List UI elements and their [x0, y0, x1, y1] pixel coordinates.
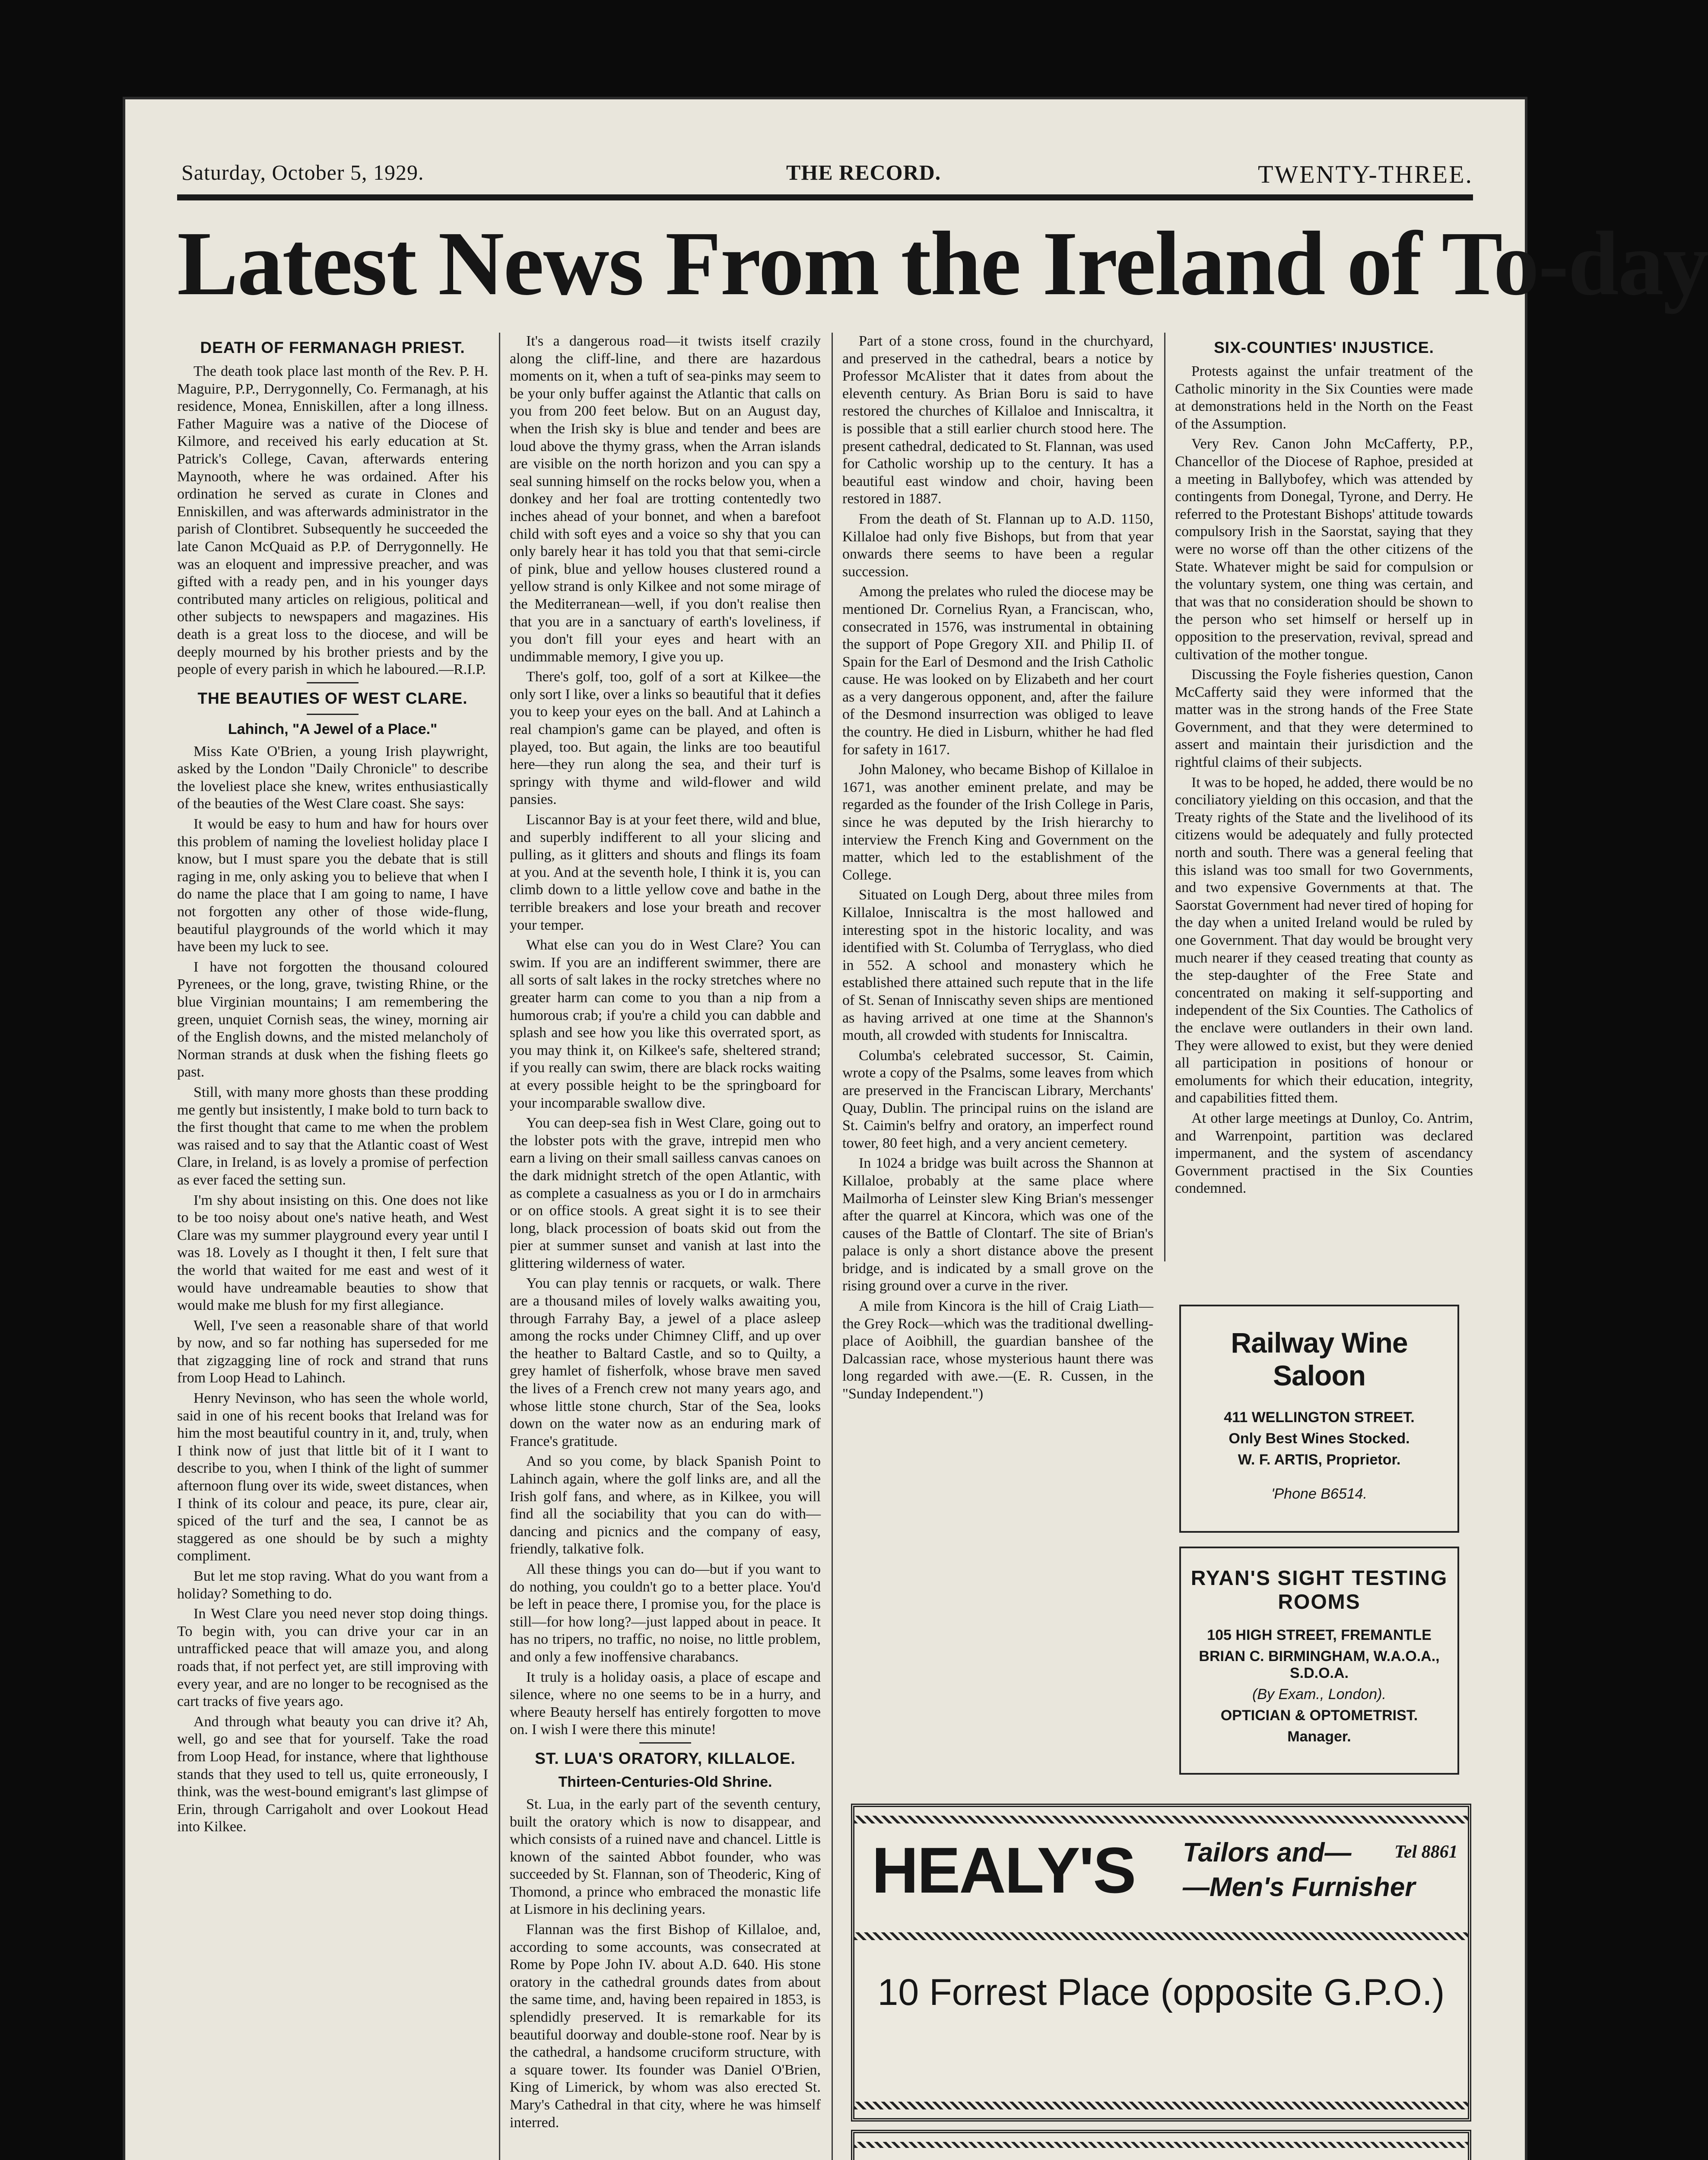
- article-divider: [307, 682, 359, 683]
- ad-border-pattern: [854, 2102, 1468, 2109]
- article-paragraph: Protests against the unfair treatment of the Catholic minority in the Six Counties were made at demonstrations held in the North on the Feast of the Assumption.: [1175, 363, 1473, 432]
- article-paragraph: It was to be hoped, he added, there would be no conciliatory yielding on this occasion, and that the Treaty rights of the State and the livelihood of its citizens would be adequately and fully protected north and south. There was a general feeling that this island was too small for two Governments, and two expensive Governments at that. The Saorstat Government had never tired of hoping for the day when a united Ireland would be ruled by one Government. That day would be brought very much nearer if they ceased treating that county as the step-daughter of the Free State and concentrated on making it self-supporting and independent of the Six Counties. The Catholics of the enclave were outlanders in their own land. They were allowed to exist, but they were denied all participation in positions of honour or emoluments for which their education, integrity, and capabilities fitted them.: [1175, 774, 1473, 1106]
- article-paragraph: Very Rev. Canon John McCafferty, P.P., Chancellor of the Diocese of Raphoe, presided at a meeting in Ballybofey, which was attended by contingents from Donegal, Tyrone, and Derry. He referred to the Protestant Bishops' attitude towards compulsory Irish in the Saorstat, saying that they were no worse off than the other citizens of the State. Whatever might be said for compulsion or the voluntary system, one thing was certain, and that was that no consideration should be shown to the person who set himself or herself up in opposition to the preservation, revival, spread and cultivation of the mother tongue.: [1175, 436, 1473, 663]
- article-paragraph: It's a dangerous road—it twists itself crazily along the cliff-line, and there are hazardous moments on it, when a tuft of sea-pinks may seem to be your only buffer against the Atlantic that calls on you from 200 feet below. But on an August day, when the Irish sky is blue and tender and bees are loud above the thymy grass, when the Arran islands are visible on the north horizon and you can spy a seal sunning himself on the rocks below you, when a donkey and her foal are trotting contentedly two inches ahead of your bonnet, and when a barefoot child with soft eyes and a voice so shy that you can only barely hear it has told you that that semi-circle of pink, blue and yellow houses clustered round a yellow strand is only Kilkee and not some mirage of the Mediterranean—well, if you don't realise then that you are in a sanctuary of earth's loveliness, if you don't fill your eyes and heart with an undimmable memory, I give you up.: [510, 333, 821, 665]
- article-paragraph: St. Lua, in the early part of the seventh century, built the oratory which is now to disappear, and which consists of a ruined nave and chancel. Little is known of the sainted Abbot founder, who was succeeded by St. Flannan, son of Theoderic, King of Thomond, a prince who embraced the monastic life at Lismore in his declining years.: [510, 1796, 821, 1918]
- article-divider: [307, 714, 359, 715]
- article-paragraph: Discussing the Foyle fisheries question, Canon McCafferty said they were informed that the matter was in the strong hands of the Free State Government, and that they were determined to assert and maintain their jurisdiction and the rightful claims of their subjects.: [1175, 667, 1473, 771]
- ad-address: 10 Forrest Place (opposite G.P.O.): [877, 1972, 1445, 2013]
- article-paragraph: I have not forgotten the thousand coloured Pyrenees, or the long, grave, twisting Rhine, or the blue Virginian mountains; I am remembering the green, unquiet Cornish seas, the winey, morning air of the English downs, and the misted melancholy of Norman strands at dusk when the fishing fleets go past.: [177, 959, 488, 1080]
- article-paragraph: Situated on Lough Derg, about three miles from Killaloe, Inniscaltra is the most hallowed and interesting spot in the historic locality, and was identified with St. Columba of Terryglass, who died in 552. A school and monastery which he established there attained such repute that in the life of St. Senan of Inniscathy seven ships are mentioned as having arrived at one time at the Shannon's mouth, all crowded with students for Inniscaltra.: [842, 887, 1153, 1044]
- page-headline: Latest News From the Ireland of To-day: [177, 213, 1708, 314]
- article-paragraph: Flannan was the first Bishop of Killaloe, and, according to some accounts, was consecrated at Rome by Pope John IV. about A.D. 640. His stone oratory in the cathedral grounds dates from about the same time, and, having been repaired in 1853, is splendidly preserved. It is remarkable for its beautiful doorway and double-stone roof. Near by is the cathedral, a handsome cruciform structure, with a square tower. Its founder was Daniel O'Brien, King of Limerick, by whom was also erected St. Mary's Cathedral in that city, where he was himself interred.: [510, 1922, 821, 2131]
- article-paragraph: I'm shy about insisting on this. One does not like to be too noisy about one's native heath, and West Clare was my summer playground every year until I was 18. Lovely as I thought it then, I felt sure that the world that waited for me east and west of it would have undreamable beauties to show that would make me blush for my first allegiance.: [177, 1192, 488, 1314]
- ad-railway-wine-saloon: [1179, 1305, 1459, 1533]
- article-body-killaloe-part1: [510, 1796, 821, 2131]
- article-paragraph: At other large meetings at Dunloy, Co. Antrim, and Warrenpoint, partition was declared impermanent, and the system of ascendancy Government practised in the Six Counties condemned.: [1175, 1110, 1473, 1197]
- ad-address: 105 HIGH STREET, FREMANTLE: [1207, 1627, 1432, 1643]
- article-paragraph: But let me stop raving. What do you want from a holiday? Something to do.: [177, 1568, 488, 1602]
- article-body-westclare-part2: [510, 333, 821, 1739]
- ad-line: OPTICIAN & OPTOMETRIST.: [1220, 1707, 1418, 1724]
- column-rule: [832, 333, 833, 2160]
- newspaper-page: [125, 99, 1708, 2160]
- ad-title: RYAN'S SIGHT TESTING ROOMS: [1191, 1567, 1448, 1614]
- ad-tagline: Tailors and—: [1183, 1838, 1352, 1868]
- article-subtitle-killaloe: Thirteen-Centuries-Old Shrine.: [558, 1773, 772, 1790]
- article-paragraph: There's golf, too, golf of a sort at Kilkee—the only sort I like, over a links so beautiful that it defies you to keep your eyes on the ball. And at Lahinch a real champion's game can be played, and often is played, too. But again, the links are too beautiful here—they run along the sea, and their turf is springy with thyme and wild-flower and wild pansies.: [510, 669, 821, 808]
- article-paragraph: The death took place last month of the Rev. P. H. Maguire, P.P., Derrygonnelly, Co. Fermanagh, at his residence, Monea, Enniskillen, after a long illness. Father Maguire was a native of the Diocese of Kilmore, and received his early education at St. Patrick's College, Cavan, afterwards entering Maynooth, where he was ordained. After his ordination he served as curate in Clones and Enniskillen, and was afterwards administrator in the parish of Clontibret. Subsequently he succeeded the late Canon McQuaid as P.P. of Derrygonnelly. He was an eloquent and impressive preacher, and was gifted with a ready pen, and in his younger days contributed many articles on religious, political and other subjects to newspapers and magazines. His death is a great loss to the diocese, and will be deeply mourned by his brother priests and by the people of every parish in which he laboured.—R.I.P.: [177, 363, 488, 678]
- article-paragraph: In 1024 a bridge was built across the Shannon at Killaloe, probably at the same place where Mailmorha of Leinster slew King Brian's messenger after the quarrel at Kincora, which was one of the causes of the Battle of Clontarf. The site of Brian's palace is only a short distance above the present bridge, and is indicated by a small grove on the rising ground over a curve in the river.: [842, 1155, 1153, 1294]
- article-paragraph: You can play tennis or racquets, or walk. There are a thousand miles of lovely walks awaiting you, through Farrahy Bay, a jewel of a place asleep among the rocks under Chimney Cliff, and up over the heather to Baltard Castle, and so to Quilty, a grey hamlet of fisherfolk, whose brave men saved the lives of a French crew not many years ago, and whose little stone church, Star of the Sea, looks down on the water now as an enduring mark of France's gratitude.: [510, 1275, 821, 1449]
- ad-line: Manager.: [1287, 1728, 1351, 1745]
- article-body-fermanagh: [177, 363, 488, 679]
- article-body-westclare-part1: [177, 743, 488, 1836]
- article-divider: [639, 1742, 691, 1744]
- article-title-killaloe: ST. LUA'S ORATORY, KILLALOE.: [535, 1749, 796, 1767]
- ad-healys: [851, 1804, 1471, 2122]
- ad-phone: 'Phone B6514.: [1271, 1486, 1367, 1502]
- ad-title: Railway Wine Saloon: [1231, 1327, 1408, 1391]
- ad-george-nelson: [851, 2130, 1471, 2160]
- article-paragraph: Still, with many more ghosts than these prodding me gently but insistently, I make bold to turn back to the first thought that came to me when the problem was raised and to say that the Atlantic coast of West Clare, in Ireland, is as lovely a promise of perfection as ever faced the setting sun.: [177, 1084, 488, 1188]
- article-paragraph: In West Clare you need never stop doing things. To begin with, you can drive your car in an untrafficked peace that will amaze you, and along roads that, if not perfect yet, are still improving with every year, and are no longer to be recognised as the cart tracks of five years ago.: [177, 1606, 488, 1710]
- article-title-westclare: THE BEAUTIES OF WEST CLARE.: [197, 689, 468, 707]
- column-rule: [1164, 333, 1165, 1261]
- article-paragraph: Among the prelates who ruled the diocese may be mentioned Dr. Cornelius Ryan, a Franciscan, who, consecrated in 1576, was instrumental in obtaining the support of Pope Gregory XII. and Philip II. of Spain for the Earl of Desmond and the Irish Catholic cause. He was looked on by Elizabeth and her court as a very dangerous opponent, and, after the failure of the Desmond insurrection was obliged to leave the country. He died in Lisburn, whither he had fled for safety in 1617.: [842, 584, 1153, 758]
- article-paragraph: From the death of St. Flannan up to A.D. 1150, Killaloe had only five Bishops, but from that year onwards there seems to have been a regular succession.: [842, 511, 1153, 580]
- article-paragraph: Liscannor Bay is at your feet there, wild and blue, and superbly indifferent to all your slicing and pulling, as it glitters and shouts and flings its foam at you. And at the seventh hole, I think it is, you can climb down to a little yellow cove and bathe in the terrible breakers and lose your breath and recover your temper.: [510, 812, 821, 933]
- article-paragraph: It would be easy to hum and haw for hours over this problem of naming the loveliest holiday place I know, but I must spare you the debate that is still raging in me, only asking you to believe that when I do name the place that I am going to name, I have not forgotten any other of those wide-flung, beautiful playgrounds of the world which it may have been my luck to see.: [177, 816, 488, 955]
- paper-name: THE RECORD.: [786, 160, 941, 184]
- article-paragraph: Well, I've seen a reasonable share of that world by now, and so far nothing has superseded for me that zigzagging line of rock and strand that runs from Loop Head to Lahinch.: [177, 1317, 488, 1386]
- ad-phone: Tel 8861: [1394, 1842, 1458, 1862]
- article-paragraph: Henry Nevinson, who has seen the whole world, said in one of his recent books that Ireland was for him the most beautiful country in it, and, truly, when I think now of just that little bit of it I want to describe to you, when I think of the light of summer afternoon flung over its wide, sweet distances, when I think of its colour and peace, its pure, clear air, spiced of the turf and the sea, I cannot be as staggered as one should be by such a mighty compliment.: [177, 1390, 488, 1564]
- article-paragraph: Part of a stone cross, found in the churchyard, and preserved in the cathedral, bears a notice by Professor McAlister that it dates from about the eleventh century. As Brian Boru is said to have restored the churches of Killaloe and Inniscaltra, it is possible that a still earlier church stood here. The present cathedral, dedicated to St. Flannan, was used for Catholic worship up to the century. It has a beautiful east window and choir, having been restored in 1887.: [842, 333, 1153, 507]
- article-paragraph: And through what beauty you can drive it? Ah, well, go and see that for yourself. Take the road from Loop Head, for instance, where that lighthouse stands that they used to tell us, quite erroneously, I think, was the west-bound emigrant's last glimpse of Erin, through Carrigaholt and over Lookout Head into Kilkee.: [177, 1713, 488, 1835]
- page-number: TWENTY-THREE.: [1257, 160, 1473, 188]
- article-subtitle-westclare: Lahinch, "A Jewel of a Place.": [228, 721, 438, 737]
- ad-line: W. F. ARTIS, Proprietor.: [1238, 1452, 1401, 1468]
- article-paragraph: What else can you do in West Clare? You can swim. If you are an indifferent swimmer, there are all sorts of salt lakes in the rocky stretches where no greater harm can come to you than a nip from a humorous crab; if you're a child you can dabble and splash and see how you like this overrated sport, as you may think it, on Kilkee's safe, sheltered strand; if you really can swim, there are black rocks waiting at every possible height to be the springboard for your incomparable swallow dive.: [510, 937, 821, 1111]
- ad-line: Only Best Wines Stocked.: [1229, 1430, 1410, 1447]
- article-body-sixcounties: [1175, 363, 1473, 1198]
- issue-date: Saturday, October 5, 1929.: [181, 160, 424, 184]
- ad-border-pattern: [854, 2142, 1468, 2148]
- column-rule: [499, 333, 500, 2160]
- article-title-fermanagh: DEATH OF FERMANAGH PRIEST.: [200, 339, 465, 356]
- article-paragraph: It truly is a holiday oasis, a place of escape and silence, where no one seems to be in a hurry, and where Beauty herself has entirely forgotten to move on. I wish I were there this minute!: [510, 1669, 821, 1738]
- column-4: [1175, 333, 1473, 1274]
- ad-line: (By Exam., London).: [1252, 1686, 1386, 1703]
- column-2: [510, 333, 821, 2160]
- ad-ryans-sight-testing: [1179, 1547, 1459, 1775]
- ad-brand-name: HEALY'S: [872, 1834, 1135, 1906]
- article-paragraph: All these things you can do—but if you want to do nothing, you couldn't go to a better place. You'd be left in peace there, I promise you, for the place is still—for how long?—just lapped about in peace. It has no tripers, no traffic, no noise, no little problem, and only a few inoffensive charabancs.: [510, 1561, 821, 1665]
- ad-border-pattern: [854, 1816, 1468, 1823]
- article-paragraph: John Maloney, who became Bishop of Killaloe in 1671, was another eminent prelate, and may be regarded as the founder of the Irish College in Paris, since he was deputed by the Irish hierarchy to interview the French King and Government on the matter, which led to the establishment of the College.: [842, 762, 1153, 883]
- ad-address: 411 WELLINGTON STREET.: [1224, 1409, 1415, 1426]
- article-paragraph: A mile from Kincora is the hill of Craig Liath—the Grey Rock—which was the traditional dwelling-place of Aoibhill, the guardian banshee of the Dalcassian race, whose mysterious haunt there was long regarded with awe.—(E. R. Cussen, in the "Sunday Independent."): [842, 1298, 1153, 1402]
- header-rule: [177, 194, 1473, 200]
- ad-border-pattern: [854, 1932, 1468, 1940]
- article-paragraph: Miss Kate O'Brien, a young Irish playwright, asked by the London "Daily Chronicle" to describe the loveliest place she knew, writes enthusiastically of the beauties of the West Clare coast. She says:: [177, 743, 488, 812]
- ad-line: BRIAN C. BIRMINGHAM, W.A.O.A., S.D.O.A.: [1199, 1648, 1440, 1681]
- article-paragraph: And so you come, by black Spanish Point to Lahinch again, where the golf links are, and all the Irish golf fans, and where, as in Kilkee, you will find all the sociability that you can do with—dancing and picnics and the company of easy, friendly, talkative folk.: [510, 1453, 821, 1557]
- article-body-killaloe-part2: [842, 333, 1153, 1403]
- article-paragraph: You can deep-sea fish in West Clare, going out to the lobster pots with the grave, intrepid men who earn a living on their small sailless canvas canoes on the dark midnight stretch of the open Atlantic, with as complete a casualness as you or I do in armchairs or on office stools. A great sight it is to see their long, black procession of boats skid out from the pier at summer sunset and vanish at last into the glittering wilderness of water.: [510, 1115, 821, 1271]
- column-1: [177, 333, 488, 2160]
- article-paragraph: Columba's celebrated successor, St. Caimin, wrote a copy of the Psalms, some leaves from which are preserved in the Franciscan Library, Merchants' Quay, Dublin. The principal ruins on the island are St. Caimin's belfry and oratory, an imperfect round tower, 80 feet high, and a very ancient cemetery.: [842, 1047, 1153, 1151]
- ad-tagline: —Men's Furnisher: [1183, 1872, 1416, 1902]
- article-title-sixcounties: SIX-COUNTIES' INJUSTICE.: [1214, 339, 1434, 356]
